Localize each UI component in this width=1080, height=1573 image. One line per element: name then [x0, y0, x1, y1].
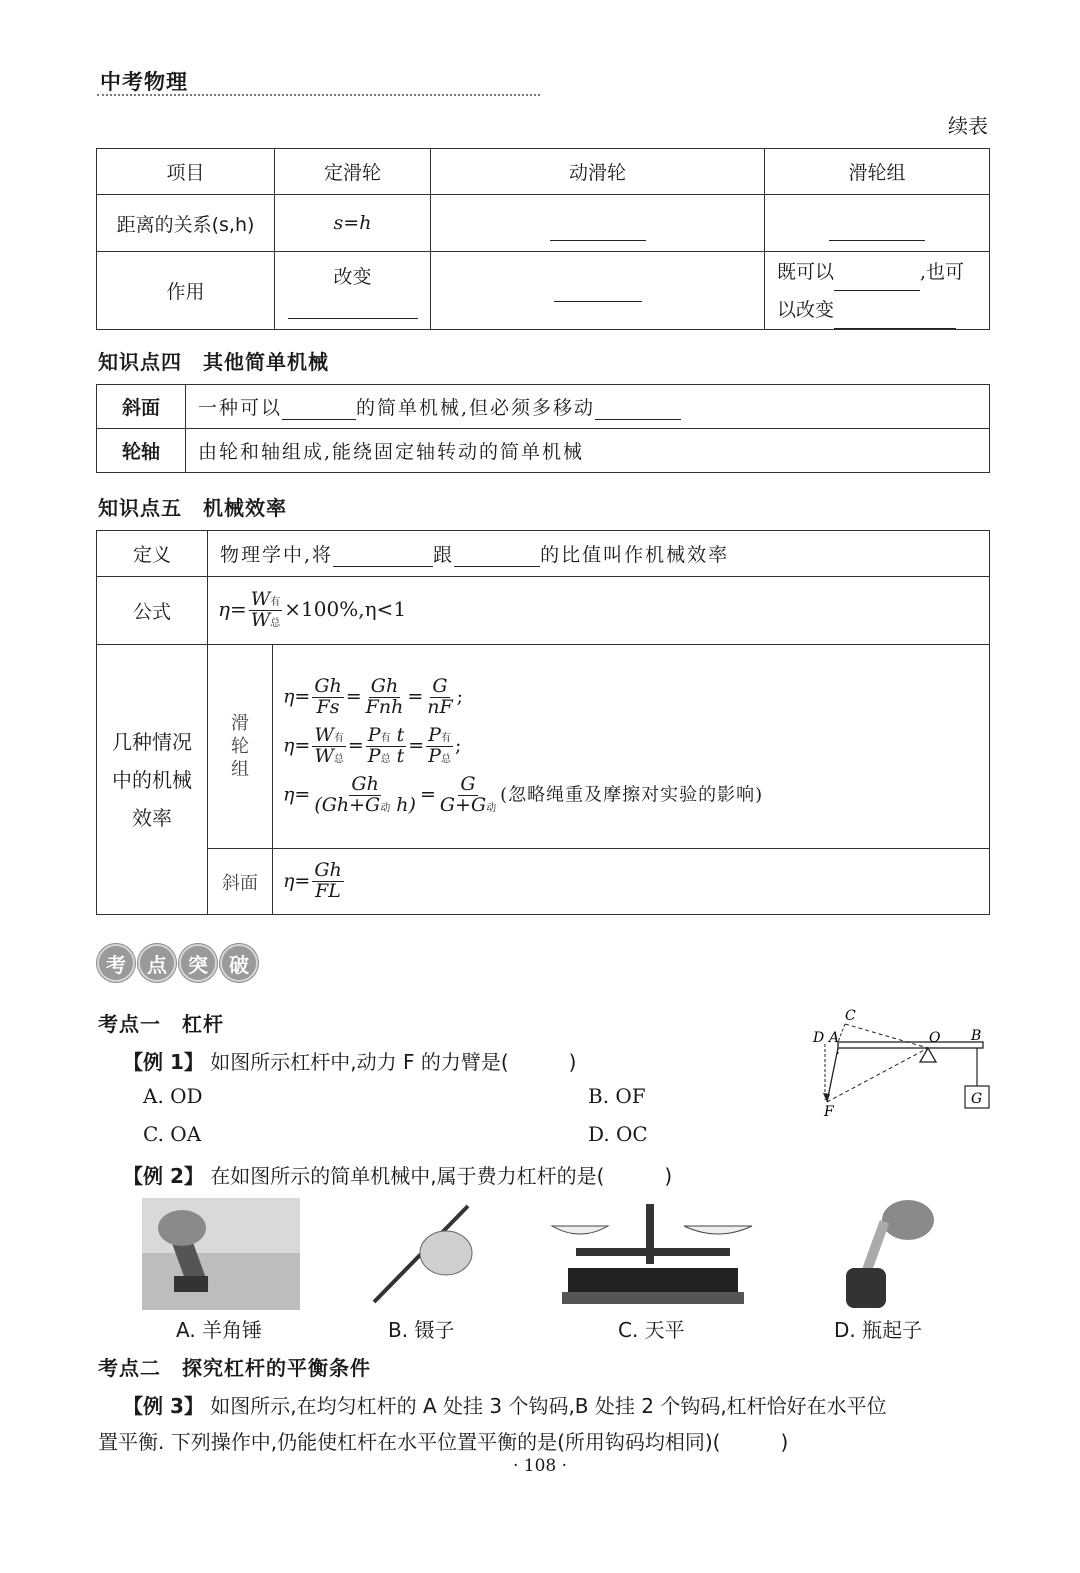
pulley-formulas [273, 645, 990, 849]
example3-tag: 【例 3】 [123, 1394, 204, 1418]
definition-text [208, 531, 990, 577]
efficiency-fraction [249, 590, 283, 631]
group-distance-cell [765, 195, 990, 252]
bottle-opener-photo [830, 1198, 934, 1310]
header-pulley-group: 滑轮组 [765, 149, 990, 195]
frac-num: W [250, 588, 271, 611]
wheel-axle-desc: 由轮和轴组成,能绕固定轴转动的简单机械 [186, 429, 990, 473]
movable-function-cell [431, 252, 765, 330]
pulley-group-label [208, 645, 273, 849]
badge-char: 突 [179, 944, 217, 982]
movable-distance-cell [431, 195, 765, 252]
group-function-cell [765, 252, 990, 330]
formula-label: 公式 [97, 577, 208, 645]
point2-title: 考点二 探究杠杆的平衡条件 [98, 1356, 371, 1380]
incline-efficiency-label: 斜面 [208, 849, 273, 915]
cases-label-line2: 中的机械 [112, 767, 192, 792]
answer-blank[interactable] [333, 546, 433, 567]
label-g: G [971, 1091, 983, 1107]
formula-tail: ×100%,η<1 [284, 597, 407, 621]
label-d: D [813, 1030, 825, 1046]
header-movable-pulley: 动滑轮 [431, 149, 765, 195]
group-function-text-3: 以改变 [777, 298, 835, 321]
example2-question: 在如图所示的简单机械中,属于费力杠杆的是( ) [210, 1164, 673, 1188]
label-b: B [971, 1028, 982, 1044]
example2 [123, 1160, 672, 1189]
caption-a[interactable]: A. 羊角锤 [176, 1318, 263, 1342]
caption-c[interactable]: C. 天平 [618, 1318, 685, 1342]
ex1-option-d[interactable]: D. OC [588, 1122, 648, 1146]
wood-board [142, 1253, 300, 1310]
definition-text-b: 跟 [433, 544, 455, 566]
distance-relation-label: 距离的关系(s,h) [97, 195, 275, 252]
page-header-title: 中考物理 [100, 70, 188, 94]
example1 [123, 1046, 576, 1075]
badge-char: 考 [97, 944, 135, 982]
group-function-text-1: 既可以 [777, 260, 835, 283]
ex1-option-a[interactable]: A. OD [143, 1084, 203, 1108]
caption-b[interactable]: B. 镊子 [388, 1318, 455, 1342]
incline-desc [186, 385, 990, 429]
ex1-option-c[interactable]: C. OA [143, 1122, 202, 1146]
answer-blank[interactable] [454, 546, 540, 567]
answer-blank[interactable] [288, 298, 418, 319]
section5-title: 知识点五 机械效率 [98, 496, 287, 520]
answer-blank[interactable] [550, 220, 646, 241]
answer-blank[interactable] [834, 306, 956, 329]
hand [882, 1200, 934, 1240]
lever-diagram [805, 1004, 995, 1124]
pulley-table [96, 148, 990, 330]
incline-text-a: 一种可以 [198, 397, 283, 419]
other-machines-table [96, 384, 990, 473]
example1-question: 如图所示杠杆中,动力 F 的力臂是( ) [210, 1050, 577, 1074]
page-number: · 108 · [512, 1456, 568, 1476]
definition-label: 定义 [97, 531, 208, 577]
fixed-function-cell [275, 252, 431, 330]
answer-blank[interactable] [554, 281, 642, 302]
header-item: 项目 [97, 149, 275, 195]
label-o: O [929, 1030, 941, 1046]
label-c: C [845, 1008, 856, 1024]
answer-blank[interactable] [829, 220, 925, 241]
eta-symbol: η= [218, 597, 247, 621]
answer-blank[interactable] [834, 268, 920, 291]
claw-hammer-photo [142, 1198, 300, 1310]
formula-note: (忽略绳重及摩擦对实验的影响) [500, 784, 764, 806]
pointer [646, 1204, 654, 1264]
cases-label-line3: 效率 [132, 805, 172, 830]
hand [420, 1231, 472, 1275]
frac-den-sub: 总 [270, 618, 281, 629]
formula-line-3: η= $\frac{Gh}{\text{(Gh+G动 h)}}$ = $\frac{G}{\text{G+G动}}$ (忽略绳重及摩擦对实验的影响) [283, 772, 764, 816]
label-f: F [824, 1104, 834, 1120]
formula-cell [208, 577, 990, 645]
frac-num-sub: 有 [270, 597, 281, 609]
balance-photo [546, 1198, 758, 1310]
definition-text-a: 物理学中,将 [220, 544, 334, 566]
pulley-char: 轮 [231, 736, 249, 757]
example1-tag: 【例 1】 [123, 1050, 204, 1074]
kaodian-badges [97, 944, 258, 982]
badge-char: 破 [220, 944, 258, 982]
example3 [123, 1390, 993, 1419]
group-function-text-2: ,也可 [920, 260, 965, 283]
fulcrum [920, 1048, 936, 1062]
lever-bar [838, 1042, 983, 1048]
tweezers-photo [368, 1198, 476, 1310]
cases-label [97, 645, 208, 915]
example2-tag: 【例 2】 [123, 1164, 204, 1188]
fixed-distance-value: s=h [275, 195, 431, 252]
point1-title: 考点一 杠杆 [98, 1012, 224, 1036]
badge-char: 点 [138, 944, 176, 982]
example3-line2: 置平衡. 下列操作中,仍能使杠杆在水平位置平衡的是(所用钩码均相同)( ) [98, 1430, 789, 1454]
section4-title: 知识点四 其他简单机械 [98, 350, 329, 374]
hand [158, 1210, 206, 1246]
example3-line1: 如图所示,在均匀杠杆的 A 处挂 3 个钩码,B 处挂 2 个钩码,杠杆恰好在水平位 [210, 1394, 887, 1418]
balance-foot [562, 1292, 744, 1304]
dashed-line [827, 1048, 928, 1102]
balance-base [568, 1268, 738, 1292]
answer-blank[interactable] [282, 399, 356, 420]
formula-line-2: η= $\frac{\text{W有}}{\text{W总}}$ = $\frac{\text{P有 t}}{\text{P总 t}}$ = $\frac{\text{P有}}{\text{P总}}$ ; [283, 724, 462, 767]
bottle [846, 1268, 886, 1308]
cases-label-line1: 几种情况 [112, 729, 192, 754]
frac-den: W [250, 609, 271, 631]
incline-formula: η= $\frac{Gh}{FL}$ [273, 849, 990, 915]
answer-blank[interactable] [595, 399, 681, 420]
header-fixed-pulley: 定滑轮 [275, 149, 431, 195]
efficiency-table [96, 530, 990, 915]
definition-text-c: 的比值叫作机械效率 [540, 544, 730, 566]
caption-d[interactable]: D. 瓶起子 [834, 1318, 923, 1342]
ex1-option-b[interactable]: B. OF [588, 1084, 646, 1108]
header-divider [97, 94, 540, 96]
incline-label: 斜面 [97, 385, 186, 429]
continued-label: 续表 [948, 114, 988, 138]
incline-text-b: 的简单机械,但必须多移动 [356, 397, 596, 419]
formula-line-1: η= $\frac{Gh}{Fs}$ = $\frac{Gh}{\text{Fnh}}$ = $\frac{G}{nF}$ ; [283, 675, 464, 719]
hammer-head [174, 1276, 208, 1292]
function-label: 作用 [97, 252, 275, 330]
fixed-function-text: 改变 [333, 266, 372, 288]
label-a: A [829, 1030, 840, 1046]
pulley-char: 滑 [231, 713, 249, 734]
wheel-axle-label: 轮轴 [97, 429, 186, 473]
pulley-char: 组 [231, 759, 249, 780]
